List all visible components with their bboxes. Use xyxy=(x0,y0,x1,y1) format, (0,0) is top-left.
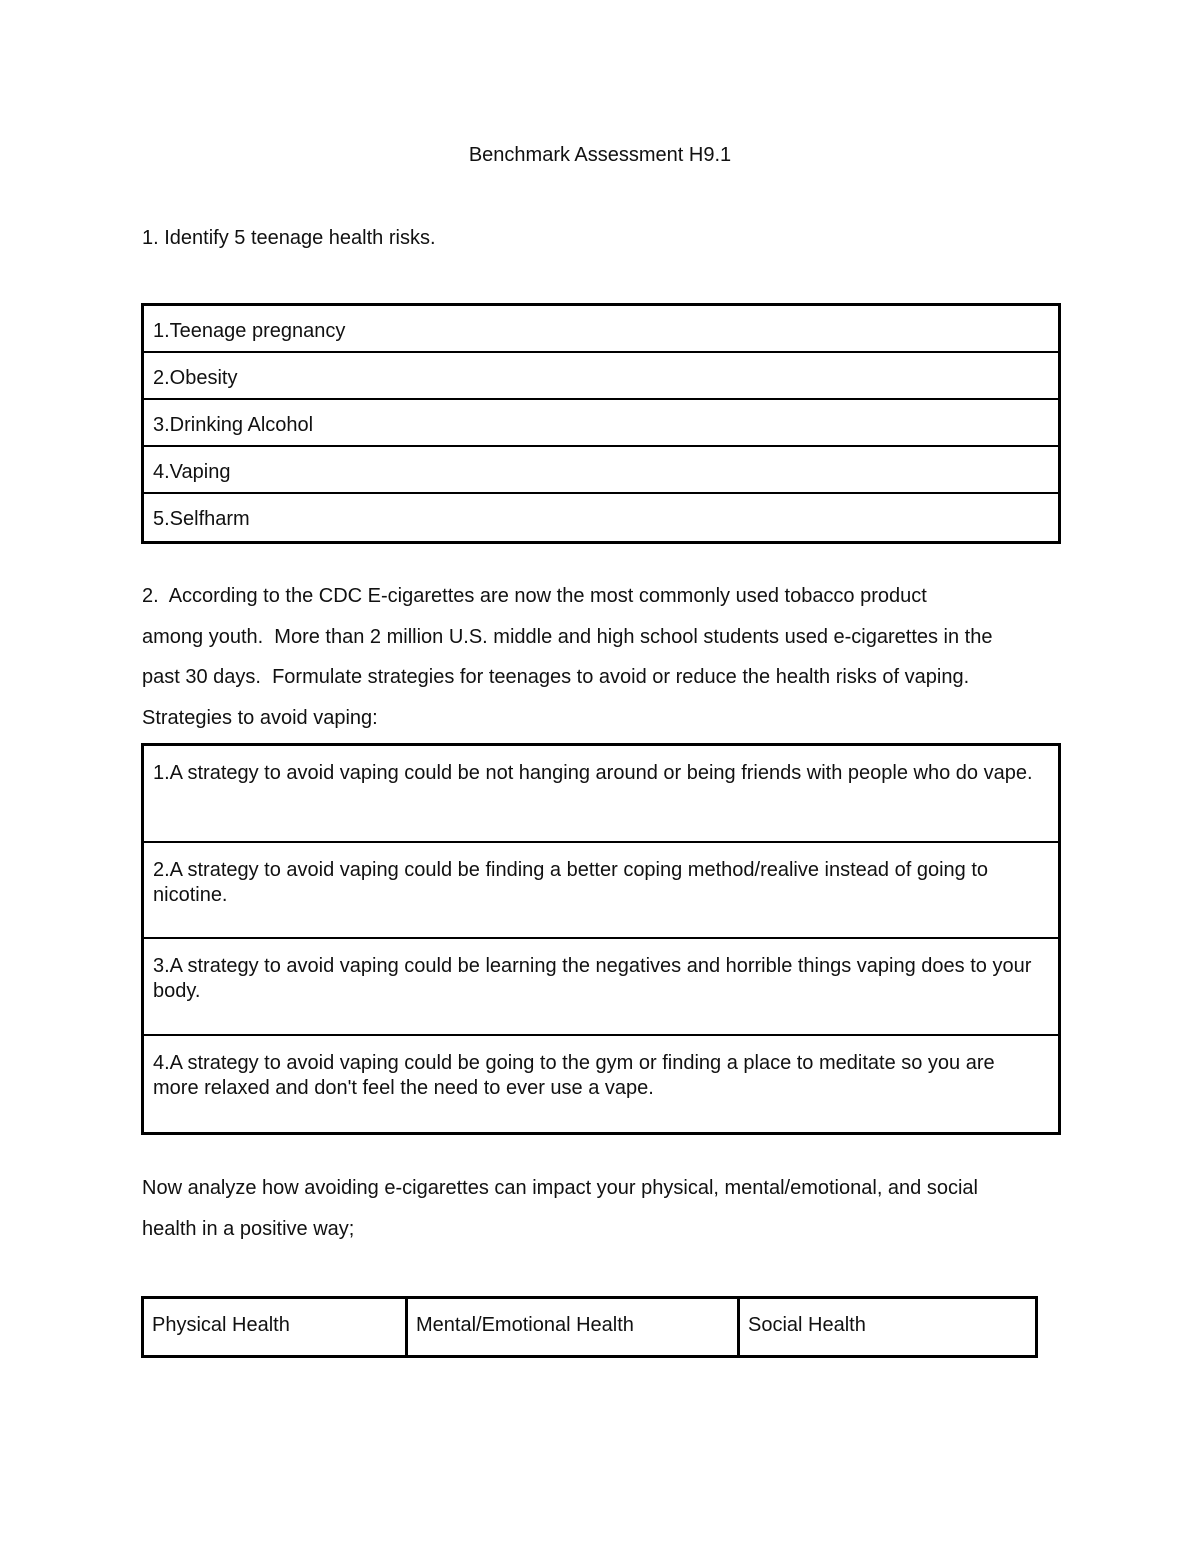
question-3-line-1: Now analyze how avoiding e-cigarettes can impact your physical, mental/emotional, and social xyxy=(142,1177,978,1199)
question-3-prompt xyxy=(142,1168,1072,1249)
health-risks-table xyxy=(141,303,1061,544)
question-2-line-3: past 30 days. Formulate strategies for teenages to avoid or reduce the health risks of vaping. xyxy=(142,666,970,689)
strategy-row-3: 3.A strategy to avoid vaping could be learning the negatives and horrible things vaping does to your body. xyxy=(144,939,1058,1036)
strategies-heading: Strategies to avoid vaping: xyxy=(142,707,378,730)
question-3-line-2: health in a positive way; xyxy=(142,1217,355,1240)
question-1-prompt: 1. Identify 5 teenage health risks. xyxy=(142,227,436,249)
document-title: Benchmark Assessment H9.1 xyxy=(468,144,732,166)
strategy-row-1: 1.A strategy to avoid vaping could be not hanging around or being friends with people who do vape. xyxy=(144,746,1058,843)
question-2-line-1: 2. According to the CDC E-cigarettes are now the most commonly used tobacco product xyxy=(142,585,927,607)
health-impact-table xyxy=(141,1296,1038,1358)
risk-row-4: 4.Vaping xyxy=(144,447,1058,494)
question-2-line-2: among youth. More than 2 million U.S. middle and high school students used e-cigarettes in the xyxy=(142,625,993,648)
question-2-prompt xyxy=(142,576,1072,739)
risk-row-5: 5.Selfharm xyxy=(153,508,250,530)
risk-row-3: 3.Drinking Alcohol xyxy=(144,400,1058,447)
risk-row-1: 1.Teenage pregnancy xyxy=(144,306,1058,353)
strategy-row-4: 4.A strategy to avoid vaping could be going to the gym or finding a place to meditate so you are more relaxed and don't feel the need to ever use a vape. xyxy=(153,1051,995,1099)
strategy-row-2: 2.A strategy to avoid vaping could be finding a better coping method/realive instead of going to nicotine. xyxy=(144,843,1058,940)
mental-emotional-health-header: Mental/Emotional Health xyxy=(408,1299,740,1355)
risk-row-2: 2.Obesity xyxy=(144,353,1058,400)
social-health-header: Social Health xyxy=(748,1314,866,1336)
strategies-table xyxy=(141,743,1061,1135)
physical-health-header: Physical Health xyxy=(144,1299,408,1355)
